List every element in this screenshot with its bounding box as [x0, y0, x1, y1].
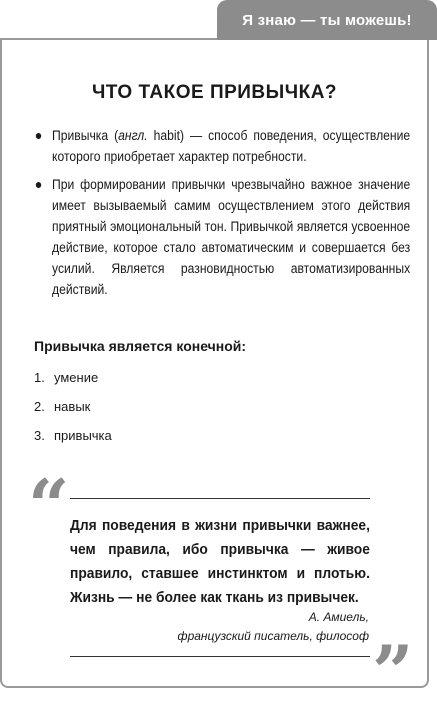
paragraph-text: При формировании привычки чрезвычайно важное значение имеет вызываемый самим осуществлением этого действия приятный эмоциональный тон. Привычкой является усвоенное действие, которое стало автоматическим и совершается без усилий. Является разновидностью автоматизированных действий. — [52, 177, 411, 297]
quote-open-icon: “ — [28, 463, 70, 548]
quote-author — [178, 608, 369, 646]
option-number: 1. — [34, 370, 45, 385]
definition-list — [34, 125, 410, 307]
question-heading: Привычка является конечной: — [34, 338, 247, 354]
option-item — [34, 428, 112, 457]
option-label: привычка — [54, 428, 112, 443]
quote-divider-bottom — [70, 656, 370, 657]
options-list — [34, 370, 112, 457]
header-tab — [217, 0, 437, 40]
list-item — [34, 174, 410, 300]
definition-lang: англ. — [118, 128, 148, 143]
author-description: французский писатель, философ — [177, 629, 369, 643]
header-tab-label: Я знаю — ты можешь! — [242, 11, 412, 29]
definition-term: Привычка — [52, 128, 109, 143]
option-label: умение — [54, 370, 99, 385]
option-number: 3. — [34, 428, 45, 443]
list-item — [34, 125, 410, 167]
author-name: А. Амиель, — [308, 610, 369, 624]
quote-text: Для поведения в жизни привычки важнее, чем правила, ибо привычка — живое правило, ставшее инстинктом и плотью. Жизнь — не более как ткань из привычек. — [70, 517, 370, 606]
option-item — [34, 399, 112, 428]
quote-close-icon: ” — [372, 629, 414, 714]
definition-text: habit) — способ поведения, осуществление которого приобретает характер потребности. — [52, 128, 411, 164]
option-label: навык — [54, 399, 91, 414]
option-number: 2. — [34, 399, 45, 414]
option-item — [34, 370, 112, 399]
page-title: ЧТО ТАКОЕ ПРИВЫЧКА? — [91, 82, 338, 103]
quote-divider-top — [70, 498, 370, 499]
definition-paren: ( — [108, 128, 119, 143]
